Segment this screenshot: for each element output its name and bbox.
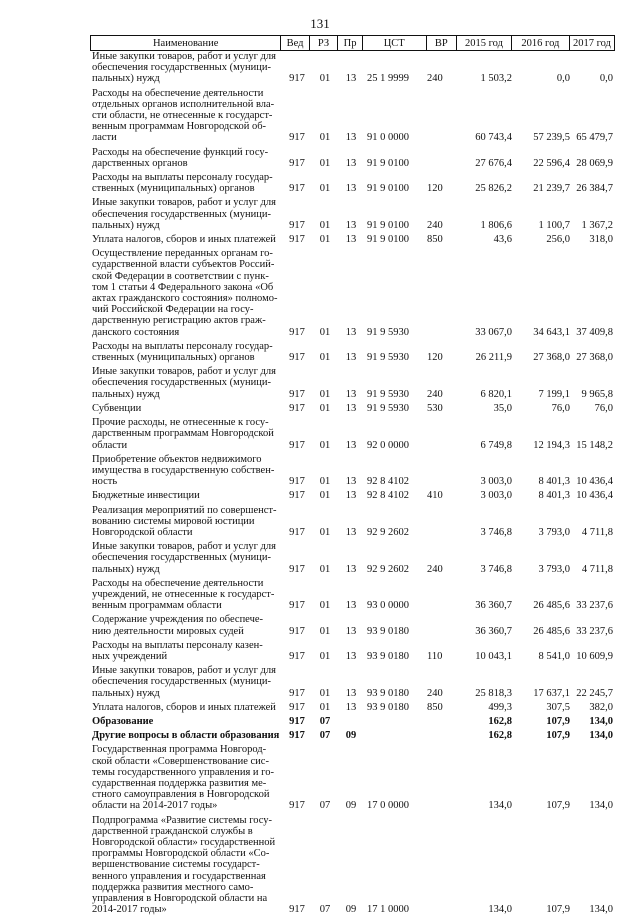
cell-cst: 92 9 2602 [367, 563, 409, 575]
cell-y2016: 8 401,3 [538, 476, 570, 488]
cell-ved: 917 [289, 476, 305, 488]
cell-name: Иные закупки товаров, работ и услуг для обеспечения государственных (муници- пальных) нужд [92, 541, 276, 575]
cell-ved: 917 [289, 352, 305, 364]
table-row [90, 614, 615, 636]
cell-y2017: 134,0 [589, 800, 613, 812]
cell-cst: 91 0 0000 [367, 132, 409, 144]
cell-y2015: 10 043,1 [475, 650, 512, 662]
cell-name: Содержание учреждения по обеспече- нию деятельности мировых судей [92, 614, 264, 637]
cell-rz: 01 [319, 388, 331, 400]
cell-y2016: 107,9 [546, 730, 570, 742]
cell-rz: 07 [319, 730, 331, 742]
cell-ved: 917 [289, 234, 305, 246]
cell-y2015: 134,0 [488, 800, 512, 812]
table-row [90, 744, 615, 811]
cell-ved: 917 [289, 730, 305, 742]
header-rz: РЗ [309, 36, 337, 50]
cell-y2015: 25 826,2 [475, 183, 512, 195]
table-row [90, 341, 615, 363]
cell-rz: 01 [319, 439, 331, 451]
cell-y2016: 8 401,3 [538, 490, 570, 502]
cell-cst: 91 9 5930 [367, 326, 409, 338]
cell-y2016: 307,5 [546, 701, 570, 713]
cell-cst: 17 1 0000 [367, 904, 409, 916]
cell-ved: 917 [289, 132, 305, 144]
cell-ved: 917 [289, 183, 305, 195]
header-2016: 2016 год [511, 36, 569, 50]
cell-name: Другие вопросы в области образования [92, 730, 280, 742]
cell-pr: 13 [345, 476, 357, 488]
table-row [90, 716, 615, 727]
cell-ved: 917 [289, 439, 305, 451]
cell-y2017: 0,0 [599, 73, 613, 85]
cell-cst: 91 9 0100 [367, 234, 409, 246]
cell-ved: 917 [289, 650, 305, 662]
cell-vr: 240 [427, 388, 443, 400]
header-vr: ВР [426, 36, 456, 50]
cell-rz: 01 [319, 490, 331, 502]
cell-y2017: 10 436,4 [576, 490, 613, 502]
cell-rz: 01 [319, 73, 331, 85]
cell-cst: 92 9 2602 [367, 526, 409, 538]
cell-cst: 17 0 0000 [367, 800, 409, 812]
cell-cst: 93 0 0000 [367, 600, 409, 612]
cell-name: Приобретение объектов недвижимого имущества в государственную собствен- ность [92, 453, 275, 488]
cell-name: Прочие расходы, не отнесенные к госу- дарственным программам Новгородской области [92, 417, 274, 451]
cell-y2015: 36 360,7 [475, 600, 512, 612]
cell-ved: 917 [289, 219, 305, 231]
table-row [90, 366, 615, 400]
cell-cst: 91 9 5930 [367, 352, 409, 364]
cell-name: Реализация мероприятий по совершенст- вованию системы мировой юстиции Новгородской области [92, 504, 277, 538]
cell-rz: 01 [319, 234, 331, 246]
cell-ved: 917 [289, 73, 305, 85]
cell-pr: 13 [345, 490, 357, 502]
cell-name: Субвенции [92, 402, 142, 414]
cell-cst: 91 9 0100 [367, 183, 409, 195]
table-row [90, 640, 615, 662]
cell-name: Осуществление переданных органам го- сударственной власти субъектов Россий- ской Федерации в соответствии с пунк- том 1 статьи 4 Федерального закона «Об актах гражданского состояния» полномо- чий Российской Федерации на госу- дарственную регистрацию актов граж- данского состояния [92, 248, 278, 338]
header-name: Наименование [152, 37, 219, 49]
cell-ved: 917 [289, 904, 305, 916]
cell-ved: 917 [289, 715, 305, 727]
cell-y2017: 33 237,6 [576, 625, 613, 637]
cell-pr: 13 [345, 687, 357, 699]
cell-y2017: 10 609,9 [576, 650, 613, 662]
cell-cst: 91 9 0100 [367, 157, 409, 169]
cell-cst: 92 8 4102 [367, 490, 409, 502]
table-row [90, 490, 615, 501]
cell-rz: 07 [319, 904, 331, 916]
cell-y2015: 26 211,9 [475, 352, 512, 364]
cell-pr: 13 [345, 701, 357, 713]
cell-name: Уплата налогов, сборов и иных платежей [92, 234, 276, 246]
cell-y2015: 162,8 [488, 730, 512, 742]
header-2017: 2017 год [569, 36, 614, 50]
cell-vr: 240 [427, 563, 443, 575]
cell-y2015: 3 746,8 [480, 563, 512, 575]
cell-pr: 13 [345, 157, 357, 169]
cell-pr: 13 [345, 326, 357, 338]
cell-name: Иные закупки товаров, работ и услуг для обеспечения государственных (муници- пальных) нужд [92, 366, 276, 400]
cell-y2017: 134,0 [589, 715, 613, 727]
cell-name: Расходы на обеспечение деятельности отдельных органов исполнительной вла- сти области, не отнесенные к государст- венным программам Новгородской об- ласти [92, 87, 275, 144]
table-row [90, 88, 615, 144]
cell-y2015: 134,0 [488, 904, 512, 916]
cell-vr: 110 [427, 650, 443, 662]
cell-y2015: 499,3 [488, 701, 512, 713]
cell-pr: 13 [345, 352, 357, 364]
cell-y2015: 1 503,2 [480, 73, 512, 85]
cell-y2017: 9 965,8 [581, 388, 613, 400]
cell-y2016: 107,9 [546, 904, 570, 916]
cell-name: Уплата налогов, сборов и иных платежей [92, 701, 276, 713]
cell-y2015: 25 818,3 [475, 687, 512, 699]
cell-y2016: 57 239,5 [533, 132, 570, 144]
cell-y2015: 60 743,4 [475, 132, 512, 144]
cell-rz: 01 [319, 402, 331, 414]
cell-pr: 13 [345, 625, 357, 637]
table-row [90, 815, 615, 916]
cell-vr: 120 [427, 183, 443, 195]
cell-rz: 01 [319, 687, 331, 699]
cell-pr: 13 [345, 73, 357, 85]
cell-y2017: 15 148,2 [576, 439, 613, 451]
cell-y2015: 27 676,4 [475, 157, 512, 169]
cell-vr: 850 [427, 234, 443, 246]
cell-y2016: 26 485,6 [533, 600, 570, 612]
table-row [90, 702, 615, 713]
cell-pr: 13 [345, 600, 357, 612]
cell-pr: 09 [345, 800, 357, 812]
cell-y2017: 318,0 [589, 234, 613, 246]
cell-cst: 25 1 9999 [367, 73, 409, 85]
cell-y2017: 4 711,8 [581, 563, 613, 575]
cell-cst: 93 9 0180 [367, 625, 409, 637]
cell-ved: 917 [289, 490, 305, 502]
cell-rz: 01 [319, 352, 331, 364]
table-row [90, 665, 615, 699]
table-row [90, 403, 615, 414]
cell-y2015: 33 067,0 [475, 326, 512, 338]
cell-y2015: 43,6 [493, 234, 512, 246]
cell-pr: 13 [345, 439, 357, 451]
cell-pr: 13 [345, 132, 357, 144]
cell-vr: 240 [427, 73, 443, 85]
cell-name: Расходы на выплаты персоналу государ- ственных (муниципальных) органов [92, 340, 273, 364]
table-row [90, 248, 615, 338]
cell-cst: 93 9 0180 [367, 650, 409, 662]
cell-y2017: 1 367,2 [581, 219, 613, 231]
cell-y2017: 37 409,8 [576, 326, 613, 338]
cell-name: Иные закупки товаров, работ и услуг для обеспечения государственных (муници- пальных) нужд [92, 197, 276, 231]
cell-name: Государственная программа Новгород- ской области «Совершенствование сис- темы государственного управления и го- сударственная поддержка развития ме- стного самоуправления в Новгородской области на 2014-2017 годы» [92, 744, 274, 812]
cell-cst: 91 9 5930 [367, 388, 409, 400]
cell-rz: 01 [319, 563, 331, 575]
cell-y2015: 162,8 [488, 715, 512, 727]
cell-y2017: 382,0 [589, 701, 613, 713]
cell-pr: 09 [345, 904, 357, 916]
cell-ved: 917 [289, 687, 305, 699]
header-pr: Пр [337, 36, 362, 50]
cell-rz: 01 [319, 650, 331, 662]
cell-pr: 13 [345, 234, 357, 246]
cell-pr: 13 [345, 650, 357, 662]
table-header [90, 35, 615, 51]
cell-vr: 240 [427, 219, 443, 231]
cell-y2017: 134,0 [589, 904, 613, 916]
cell-y2016: 0,0 [556, 73, 570, 85]
cell-y2015: 36 360,7 [475, 625, 512, 637]
cell-pr: 13 [345, 183, 357, 195]
cell-y2017: 26 384,7 [576, 183, 613, 195]
cell-y2015: 6 749,8 [480, 439, 512, 451]
cell-rz: 01 [319, 326, 331, 338]
table-row [90, 172, 615, 194]
cell-y2015: 3 003,0 [480, 476, 512, 488]
cell-y2016: 12 194,3 [533, 439, 570, 451]
cell-y2016: 7 199,1 [538, 388, 570, 400]
cell-y2015: 3 746,8 [480, 526, 512, 538]
cell-rz: 01 [319, 526, 331, 538]
cell-pr: 13 [345, 388, 357, 400]
cell-vr: 120 [427, 352, 443, 364]
header-ved: Вед [280, 36, 308, 50]
cell-y2017: 65 479,7 [576, 132, 613, 144]
cell-rz: 07 [319, 715, 331, 727]
cell-rz: 01 [319, 157, 331, 169]
cell-name: Бюджетные инвестиции [92, 490, 200, 502]
cell-pr: 09 [345, 730, 357, 742]
table-row [90, 234, 615, 245]
cell-y2017: 27 368,0 [576, 352, 613, 364]
page-number: 131 [310, 16, 330, 31]
cell-vr: 240 [427, 687, 443, 699]
cell-cst: 91 9 5930 [367, 402, 409, 414]
cell-rz: 01 [319, 600, 331, 612]
table-row [90, 51, 615, 85]
cell-y2017: 28 069,9 [576, 157, 613, 169]
cell-y2016: 8 541,0 [538, 650, 570, 662]
cell-y2015: 35,0 [493, 402, 512, 414]
cell-y2016: 22 596,4 [533, 157, 570, 169]
cell-ved: 917 [289, 800, 305, 812]
cell-name: Расходы на обеспечение функций госу- дарственных органов [92, 146, 269, 169]
cell-y2016: 34 643,1 [533, 326, 570, 338]
header-2015: 2015 год [456, 36, 511, 50]
cell-name: Иные закупки товаров, работ и услуг для обеспечения государственных (муници- пальных) нужд [92, 665, 276, 699]
cell-cst: 93 9 0180 [367, 701, 409, 713]
cell-rz: 01 [319, 132, 331, 144]
table-row [90, 197, 615, 231]
cell-y2017: 134,0 [589, 730, 613, 742]
cell-cst: 93 9 0180 [367, 687, 409, 699]
cell-pr: 13 [345, 219, 357, 231]
table-row [90, 730, 615, 741]
table-row [90, 578, 615, 612]
cell-ved: 917 [289, 402, 305, 414]
cell-name: Подпрограмма «Развитие системы госу- дарственной гражданской службы в Новгородской области» государственной программы Новгородской области «Со- вершенствование системы государст- венного управления и государственная поддержка развития местного само- управления в Новгородской области на 2014-2017 годы» [92, 814, 276, 916]
cell-y2016: 107,9 [546, 800, 570, 812]
header-cst: ЦСТ [362, 36, 426, 50]
cell-vr: 530 [427, 402, 443, 414]
table-row [90, 454, 615, 488]
cell-ved: 917 [289, 326, 305, 338]
cell-y2016: 1 100,7 [538, 219, 570, 231]
cell-y2016: 27 368,0 [533, 352, 570, 364]
cell-y2017: 76,0 [594, 402, 613, 414]
cell-y2017: 10 436,4 [576, 476, 613, 488]
cell-name: Иные закупки товаров, работ и услуг для обеспечения государственных (муници- пальных) нужд [92, 51, 276, 85]
cell-y2017: 33 237,6 [576, 600, 613, 612]
cell-name: Расходы на выплаты персоналу казен- ных учреждений [92, 639, 263, 662]
cell-rz: 01 [319, 625, 331, 637]
table-row [90, 417, 615, 451]
table-row [90, 541, 615, 575]
cell-rz: 01 [319, 219, 331, 231]
cell-pr: 13 [345, 526, 357, 538]
cell-cst: 91 9 0100 [367, 219, 409, 231]
table-row [90, 505, 615, 539]
cell-name: Расходы на выплаты персоналу государ- ственных (муниципальных) органов [92, 172, 273, 195]
cell-pr: 13 [345, 563, 357, 575]
cell-ved: 917 [289, 526, 305, 538]
cell-y2015: 6 820,1 [480, 388, 512, 400]
cell-y2016: 3 793,0 [538, 526, 570, 538]
cell-ved: 917 [289, 563, 305, 575]
cell-y2017: 22 245,7 [576, 687, 613, 699]
cell-name: Образование [92, 715, 154, 727]
cell-pr: 13 [345, 402, 357, 414]
table-body [90, 51, 615, 918]
cell-ved: 917 [289, 600, 305, 612]
cell-ved: 917 [289, 157, 305, 169]
cell-ved: 917 [289, 388, 305, 400]
cell-cst: 92 8 4102 [367, 476, 409, 488]
cell-rz: 01 [319, 701, 331, 713]
cell-name: Расходы на обеспечение деятельности учреждений, не отнесенные к государст- венным программам области [92, 577, 275, 612]
cell-y2017: 4 711,8 [581, 526, 613, 538]
cell-y2016: 256,0 [546, 234, 570, 246]
cell-y2016: 21 239,7 [533, 183, 570, 195]
cell-y2016: 26 485,6 [533, 625, 570, 637]
cell-vr: 410 [427, 490, 443, 502]
table-row [90, 147, 615, 169]
cell-y2016: 17 637,1 [533, 687, 570, 699]
cell-rz: 01 [319, 183, 331, 195]
cell-ved: 917 [289, 701, 305, 713]
cell-vr: 850 [427, 701, 443, 713]
cell-y2015: 3 003,0 [480, 490, 512, 502]
cell-y2016: 76,0 [551, 402, 570, 414]
cell-cst: 92 0 0000 [367, 439, 409, 451]
cell-rz: 07 [319, 800, 331, 812]
cell-rz: 01 [319, 476, 331, 488]
cell-y2016: 107,9 [546, 715, 570, 727]
cell-y2015: 1 806,6 [480, 219, 512, 231]
cell-y2016: 3 793,0 [538, 563, 570, 575]
cell-ved: 917 [289, 625, 305, 637]
